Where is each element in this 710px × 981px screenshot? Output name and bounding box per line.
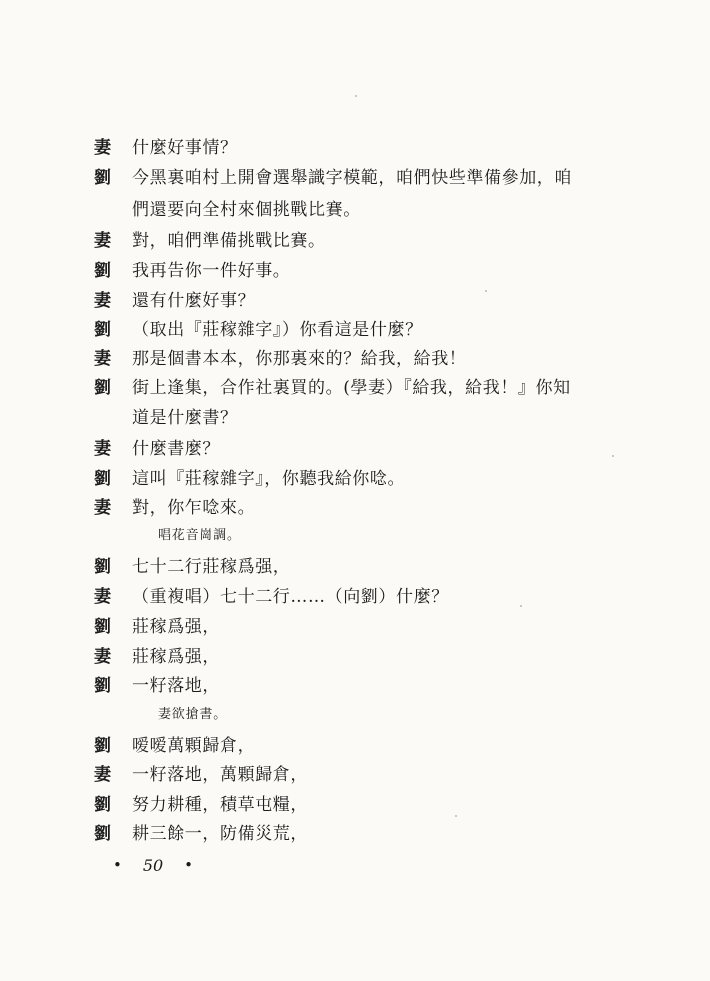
- speaker: 妻: [94, 646, 111, 667]
- dialogue-text: 街上逢集，合作社裏買的。(學妻）『給我，給我！』你知: [132, 377, 571, 398]
- speaker: 劉: [94, 260, 111, 281]
- stage-direction-text: 唱花音崗調。: [158, 527, 241, 543]
- speaker: 劉: [94, 735, 111, 756]
- dialogue-text: （重複唱）七十二行……（向劉）什麼？: [132, 586, 449, 607]
- dialogue-line: [94, 462, 614, 490]
- dialogue-line: [94, 550, 614, 578]
- dialogue-text: 七十二行莊稼爲强，: [132, 556, 291, 577]
- dialogue-text: 莊稼爲强，: [132, 646, 220, 667]
- dialogue-text: 嗳嗳萬顆歸倉，: [132, 735, 256, 756]
- dialogue-text: 那是個書本本，你那裏來的？給我，給我！: [132, 348, 467, 369]
- dialogue-text: 一籽落地，: [132, 675, 220, 696]
- speaker: 妻: [94, 438, 111, 459]
- speaker: 妻: [94, 290, 111, 311]
- dialogue-line: [94, 610, 614, 638]
- dialogue-text: 對，你乍唸來。: [132, 497, 256, 518]
- speaker: 劉: [94, 377, 111, 398]
- paper-speck: [612, 455, 614, 457]
- paper-speck: [485, 290, 487, 292]
- speaker: 劉: [94, 319, 111, 340]
- paper-speck: [355, 95, 357, 97]
- dialogue-line: [94, 342, 614, 370]
- speaker: 妻: [94, 137, 111, 158]
- speaker: 劉: [94, 675, 111, 696]
- speaker: 劉: [94, 823, 111, 844]
- bullet-right: •: [184, 856, 193, 874]
- dialogue-line: [94, 371, 614, 399]
- stage-direction: [158, 519, 678, 547]
- dialogue-line: [94, 580, 614, 608]
- speaker: 劉: [94, 616, 111, 637]
- dialogue-text: 莊稼爲强，: [132, 616, 220, 637]
- dialogue-text: （取出『莊稼雜字』）你看這是什麼？: [132, 319, 423, 340]
- dialogue-continuation: [132, 401, 652, 429]
- dialogue-text: 這叫『莊稼雜字』，你聽我給你唸。: [132, 468, 406, 489]
- dialogue-text: 我再告你一件好事。: [132, 260, 291, 281]
- dialogue-line: [94, 254, 614, 282]
- page-number: [113, 851, 193, 879]
- dialogue-line: [94, 817, 614, 845]
- dialogue-text: 們還要向全村來個挑戰比賽。: [132, 199, 361, 220]
- dialogue-text: 什麼書麼？: [132, 438, 220, 459]
- dialogue-text: 今黑裏咱村上開會選舉識字模範，咱們快些準備參加，咱: [132, 167, 572, 188]
- dialogue-text: 努力耕種，積草屯糧，: [132, 794, 308, 815]
- dialogue-line: [94, 491, 614, 519]
- speaker: 妻: [94, 230, 111, 251]
- dialogue-line: [94, 313, 614, 341]
- dialogue-line: [94, 640, 614, 668]
- dialogue-line: [94, 131, 614, 159]
- dialogue-line: [94, 669, 614, 697]
- paper-speck: [520, 605, 522, 607]
- speaker: 妻: [94, 497, 111, 518]
- speaker: 妻: [94, 764, 111, 785]
- speaker: 劉: [94, 556, 111, 577]
- speaker: 妻: [94, 586, 111, 607]
- dialogue-text: 道是什麼書？: [132, 407, 238, 428]
- speaker: 劉: [94, 167, 111, 188]
- speaker: 劉: [94, 468, 111, 489]
- stage-direction: [158, 698, 678, 726]
- dialogue-text: 什麼好事情？: [132, 137, 238, 158]
- dialogue-text: 耕三餘一，防備災荒，: [132, 823, 308, 844]
- dialogue-text: 還有什麼好事？: [132, 290, 256, 311]
- page-number-value: 50: [142, 855, 164, 875]
- dialogue-text: 一籽落地，萬顆歸倉，: [132, 764, 308, 785]
- dialogue-line: [94, 788, 614, 816]
- speaker: 劉: [94, 794, 111, 815]
- dialogue-line: [94, 729, 614, 757]
- paper-speck: [455, 815, 457, 817]
- dialogue-line: [94, 758, 614, 786]
- dialogue-line: [94, 161, 614, 189]
- dialogue-line: [94, 432, 614, 460]
- dialogue-line: [94, 224, 614, 252]
- speaker: 妻: [94, 348, 111, 369]
- bullet-left: •: [113, 856, 122, 874]
- dialogue-text: 對，咱們準備挑戰比賽。: [132, 230, 326, 251]
- dialogue-continuation: [132, 193, 652, 221]
- dialogue-line: [94, 284, 614, 312]
- stage-direction-text: 妻欲搶書。: [158, 706, 228, 722]
